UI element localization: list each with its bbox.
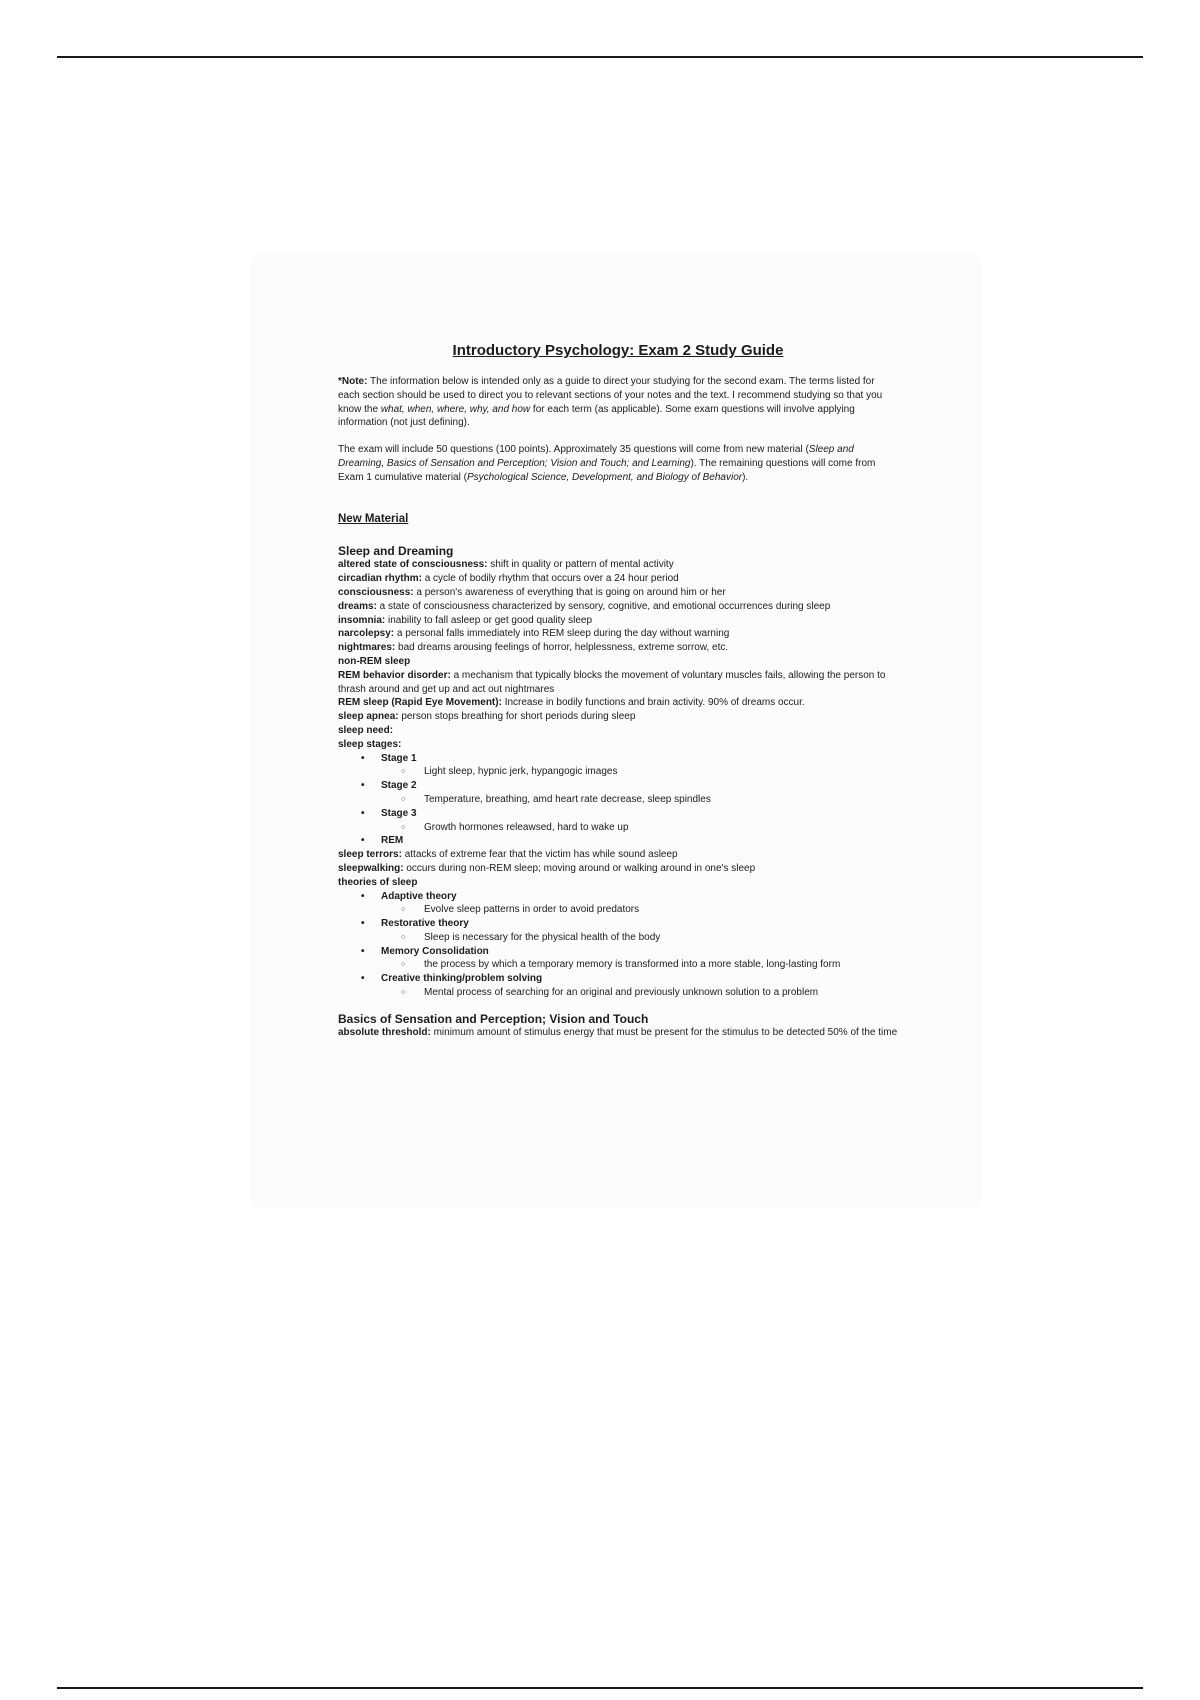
exam-info-text: The exam will include 50 questions (100 points). Approximately 35 questions will come from new material (: [338, 444, 809, 456]
glossary-term: narcolepsy:: [338, 628, 395, 640]
sleep-stage-item-label: Stage 2: [381, 780, 417, 792]
note-label: *Note:: [338, 376, 368, 387]
glossary-entry: [338, 614, 898, 628]
glossary-term: dreams:: [338, 600, 377, 612]
note-emphasis: what, when, where, why, and how: [380, 403, 531, 415]
sleep-theory-item-detail: ○ the process by which a temporary memory is transformed into a more stable, long-lasting form: [381, 958, 898, 972]
sleep-term-list: [338, 848, 898, 889]
glossary-term: insomnia:: [338, 614, 386, 626]
glossary-entry: [338, 558, 898, 572]
glossary-definition: bad dreams arousing feelings of horror, helplessness, extreme sorrow, etc.: [395, 642, 729, 654]
sleep-stage-item-detail: ○ Temperature, breathing, amd heart rate decrease, sleep spindles: [381, 793, 898, 807]
bottom-rule: [57, 1687, 1143, 1689]
exam-info-text: ).: [742, 471, 749, 483]
glossary-definition: inability to fall asleep or get good quality sleep: [385, 614, 593, 626]
sleep-stage-item-detail: ○ Light sleep, hypnic jerk, hypangogic images: [381, 765, 898, 779]
glossary-term: consciousness:: [338, 586, 414, 598]
glossary-definition: a state of consciousness characterized by sensory, cognitive, and emotional occurrences during sleep: [376, 600, 831, 612]
sleep-theory-item: [338, 945, 898, 973]
glossary-term: absolute threshold:: [338, 1026, 431, 1038]
glossary-definition: attacks of extreme fear that the victim has while sound asleep: [401, 849, 678, 861]
glossary-term: sleep stages:: [338, 738, 402, 750]
sleep-stage-item: [338, 779, 898, 807]
new-material-heading: New Material: [338, 512, 409, 525]
glossary-entry: [338, 738, 898, 752]
note-text-end: for each term (as applicable). Some exam questions will involve applying information (not just defining).: [338, 403, 855, 429]
glossary-entry: [338, 669, 898, 697]
sensation-section-heading: Basics of Sensation and Perception; Vision and Touch: [338, 1011, 649, 1026]
sensation-term-list: [338, 1026, 898, 1040]
glossary-term: nightmares:: [338, 642, 396, 654]
sleep-stage-item-label: REM: [381, 835, 404, 847]
sleep-theories-list: [338, 890, 898, 1000]
top-rule: [57, 56, 1143, 58]
sleep-theory-item: [338, 917, 898, 945]
sleep-section-heading: Sleep and Dreaming: [338, 544, 454, 559]
glossary-definition: a person's awareness of everything that is going on around him or her: [413, 586, 726, 598]
sleep-theory-item-detail: ○ Sleep is necessary for the physical health of the body: [381, 931, 898, 945]
glossary-definition: a cycle of bodily rhythm that occurs over a 24 hour period: [421, 573, 679, 585]
sleep-theory-item: [338, 890, 898, 918]
sleep-stages-list: [338, 752, 898, 849]
glossary-entry: [338, 641, 898, 655]
glossary-entry: [338, 862, 898, 876]
glossary-entry: [338, 876, 898, 890]
glossary-entry: [338, 586, 898, 600]
glossary-term: sleepwalking:: [338, 862, 404, 874]
glossary-definition: minimum amount of stimulus energy that must be present for the stimulus to be detected 50% of the time: [430, 1026, 898, 1038]
exam-info-paragraph: [338, 443, 898, 484]
sleep-stage-item-detail: ○ Growth hormones releawsed, hard to wake up: [381, 821, 898, 835]
sleep-theory-item-label: Creative thinking/problem solving: [381, 973, 543, 985]
sleep-term-list: [338, 558, 898, 751]
document-title: Introductory Psychology: Exam 2 Study Guide: [452, 342, 784, 359]
exam-info-cumulative-topics: Psychological Science, Development, and Biology of Behavior: [466, 471, 743, 483]
sleep-stage-item-label: Stage 1: [381, 752, 417, 764]
glossary-definition: Increase in bodily functions and brain activity. 90% of dreams occur.: [501, 697, 805, 709]
glossary-entry: [338, 572, 898, 586]
sleep-theory-item-detail: ○ Mental process of searching for an original and previously unknown solution to a problem: [381, 986, 898, 1000]
sleep-theory-item-label: Memory Consolidation: [381, 945, 489, 957]
glossary-entry: [338, 1026, 898, 1040]
glossary-entry: [338, 627, 898, 641]
sleep-stage-item: [338, 807, 898, 835]
note-paragraph: [338, 375, 898, 430]
glossary-definition: shift in quality or pattern of mental activity: [487, 559, 674, 571]
glossary-definition: a personal falls immediately into REM sleep during the day without warning: [394, 628, 730, 640]
glossary-entry: [338, 600, 898, 614]
glossary-term: theories of sleep: [338, 876, 418, 888]
exam-info-new-topics: Sleep and Dreaming, Basics of Sensation and Perception; Vision and Touch; and Learning: [338, 444, 854, 469]
sleep-stage-item-label: Stage 3: [381, 807, 417, 819]
glossary-entry: [338, 655, 898, 669]
glossary-term: sleep need:: [338, 724, 394, 736]
glossary-term: REM sleep (Rapid Eye Movement):: [338, 697, 502, 709]
glossary-term: circadian rhythm:: [338, 573, 422, 585]
glossary-entry: [338, 848, 898, 862]
note-text: The information below is intended only as a guide to direct your studying for the second exam. The terms listed for each section should be used to direct you to relevant sections of your notes and the text. I recommend studying so that you know the: [338, 376, 883, 415]
glossary-definition: occurs during non-REM sleep; moving around or walking around in one's sleep: [403, 862, 756, 874]
glossary-term: non-REM sleep: [338, 655, 411, 667]
glossary-term: REM behavior disorder:: [338, 669, 451, 681]
sleep-theory-item-detail: ○ Evolve sleep patterns in order to avoid predators: [381, 903, 898, 917]
glossary-term: altered state of consciousness:: [338, 559, 488, 571]
glossary-entry: [338, 696, 898, 710]
glossary-entry: [338, 710, 898, 724]
sleep-theory-item: [338, 972, 898, 1000]
glossary-definition: a mechanism that typically blocks the movement of voluntary muscles fails, allowing the person to thrash around and get up and act out nightmares: [338, 669, 886, 695]
glossary-entry: [338, 724, 898, 738]
sleep-stage-item: [338, 834, 898, 848]
sleep-stage-item: [338, 752, 898, 780]
sleep-theory-item-label: Restorative theory: [381, 918, 469, 930]
exam-info-text: ). The remaining questions will come from Exam 1 cumulative material (: [338, 457, 876, 483]
sleep-theory-item-label: Adaptive theory: [381, 890, 457, 902]
glossary-term: sleep terrors:: [338, 849, 402, 861]
glossary-definition: person stops breathing for short periods during sleep: [398, 711, 636, 723]
glossary-term: sleep apnea:: [338, 711, 399, 723]
study-guide-page: [338, 341, 898, 1040]
